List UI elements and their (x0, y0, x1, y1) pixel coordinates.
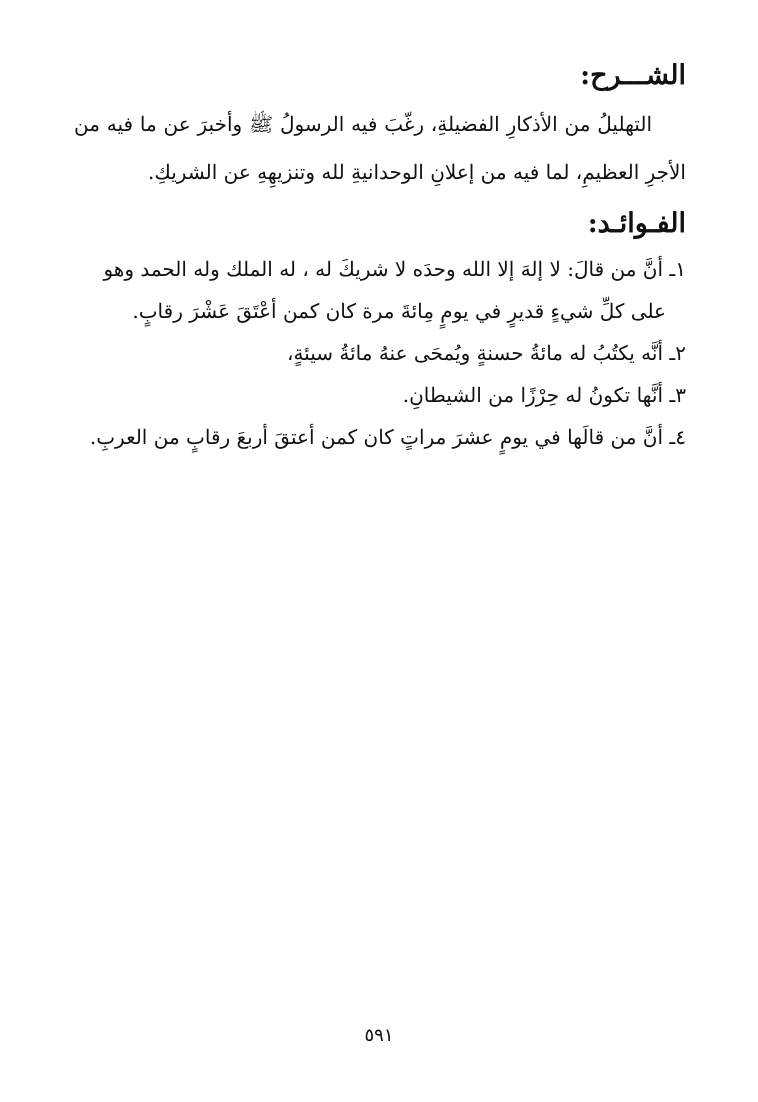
fawaid-item-3 (74, 374, 686, 416)
sharh-paragraph: التهليلُ من الأذكارِ الفضيلةِ، رغّبَ فيه الرسولُ ﷺ وأخبرَ عن ما فيه من الأجرِ العظيمِ، لما فيه من إعلانِ الوحدانيةِ لله وتنزيهِهِ عن الشريكِ. (74, 112, 686, 184)
sharh-heading: الشـــرح: (580, 60, 686, 91)
fawaid-item-1 (74, 248, 686, 332)
page-content (74, 56, 686, 458)
fawaid-item-2-text: ٢ـ أنَّه يكتُبُ له مائةُ حسنةٍ ويُمحَى عنهُ مائةُ سيئةٍ، (287, 341, 686, 365)
fawaid-item-3-text: ٣ـ أنَّها تكونُ له حِرْزًا من الشيطانِ. (402, 383, 686, 407)
fawaid-item-1-line-1: ١ـ أنَّ من قالَ: لا إلهَ إلا الله وحدَه لا شريكَ له ، له الملك وله الحمد وهو (103, 257, 686, 281)
fawaid-list (74, 248, 686, 458)
fawaid-item-4-text: ٤ـ أنَّ من قالَها في يومٍ عشرَ مراتٍ كان كمن أعتقَ أربعَ رقابٍ من العربِ. (89, 425, 686, 449)
fawaid-item-4 (74, 416, 686, 458)
page-number: ٥٩١ (364, 1025, 394, 1046)
fawaid-item-1-line-2: على كلِّ شيءٍ قديرٍ في يومٍ مِائةَ مرة كان كمن أعْتَقَ عَشْرَ رقابٍ. (132, 299, 666, 323)
fawaid-heading: الفـوائـد: (587, 208, 686, 239)
fawaid-item-2 (74, 332, 686, 374)
